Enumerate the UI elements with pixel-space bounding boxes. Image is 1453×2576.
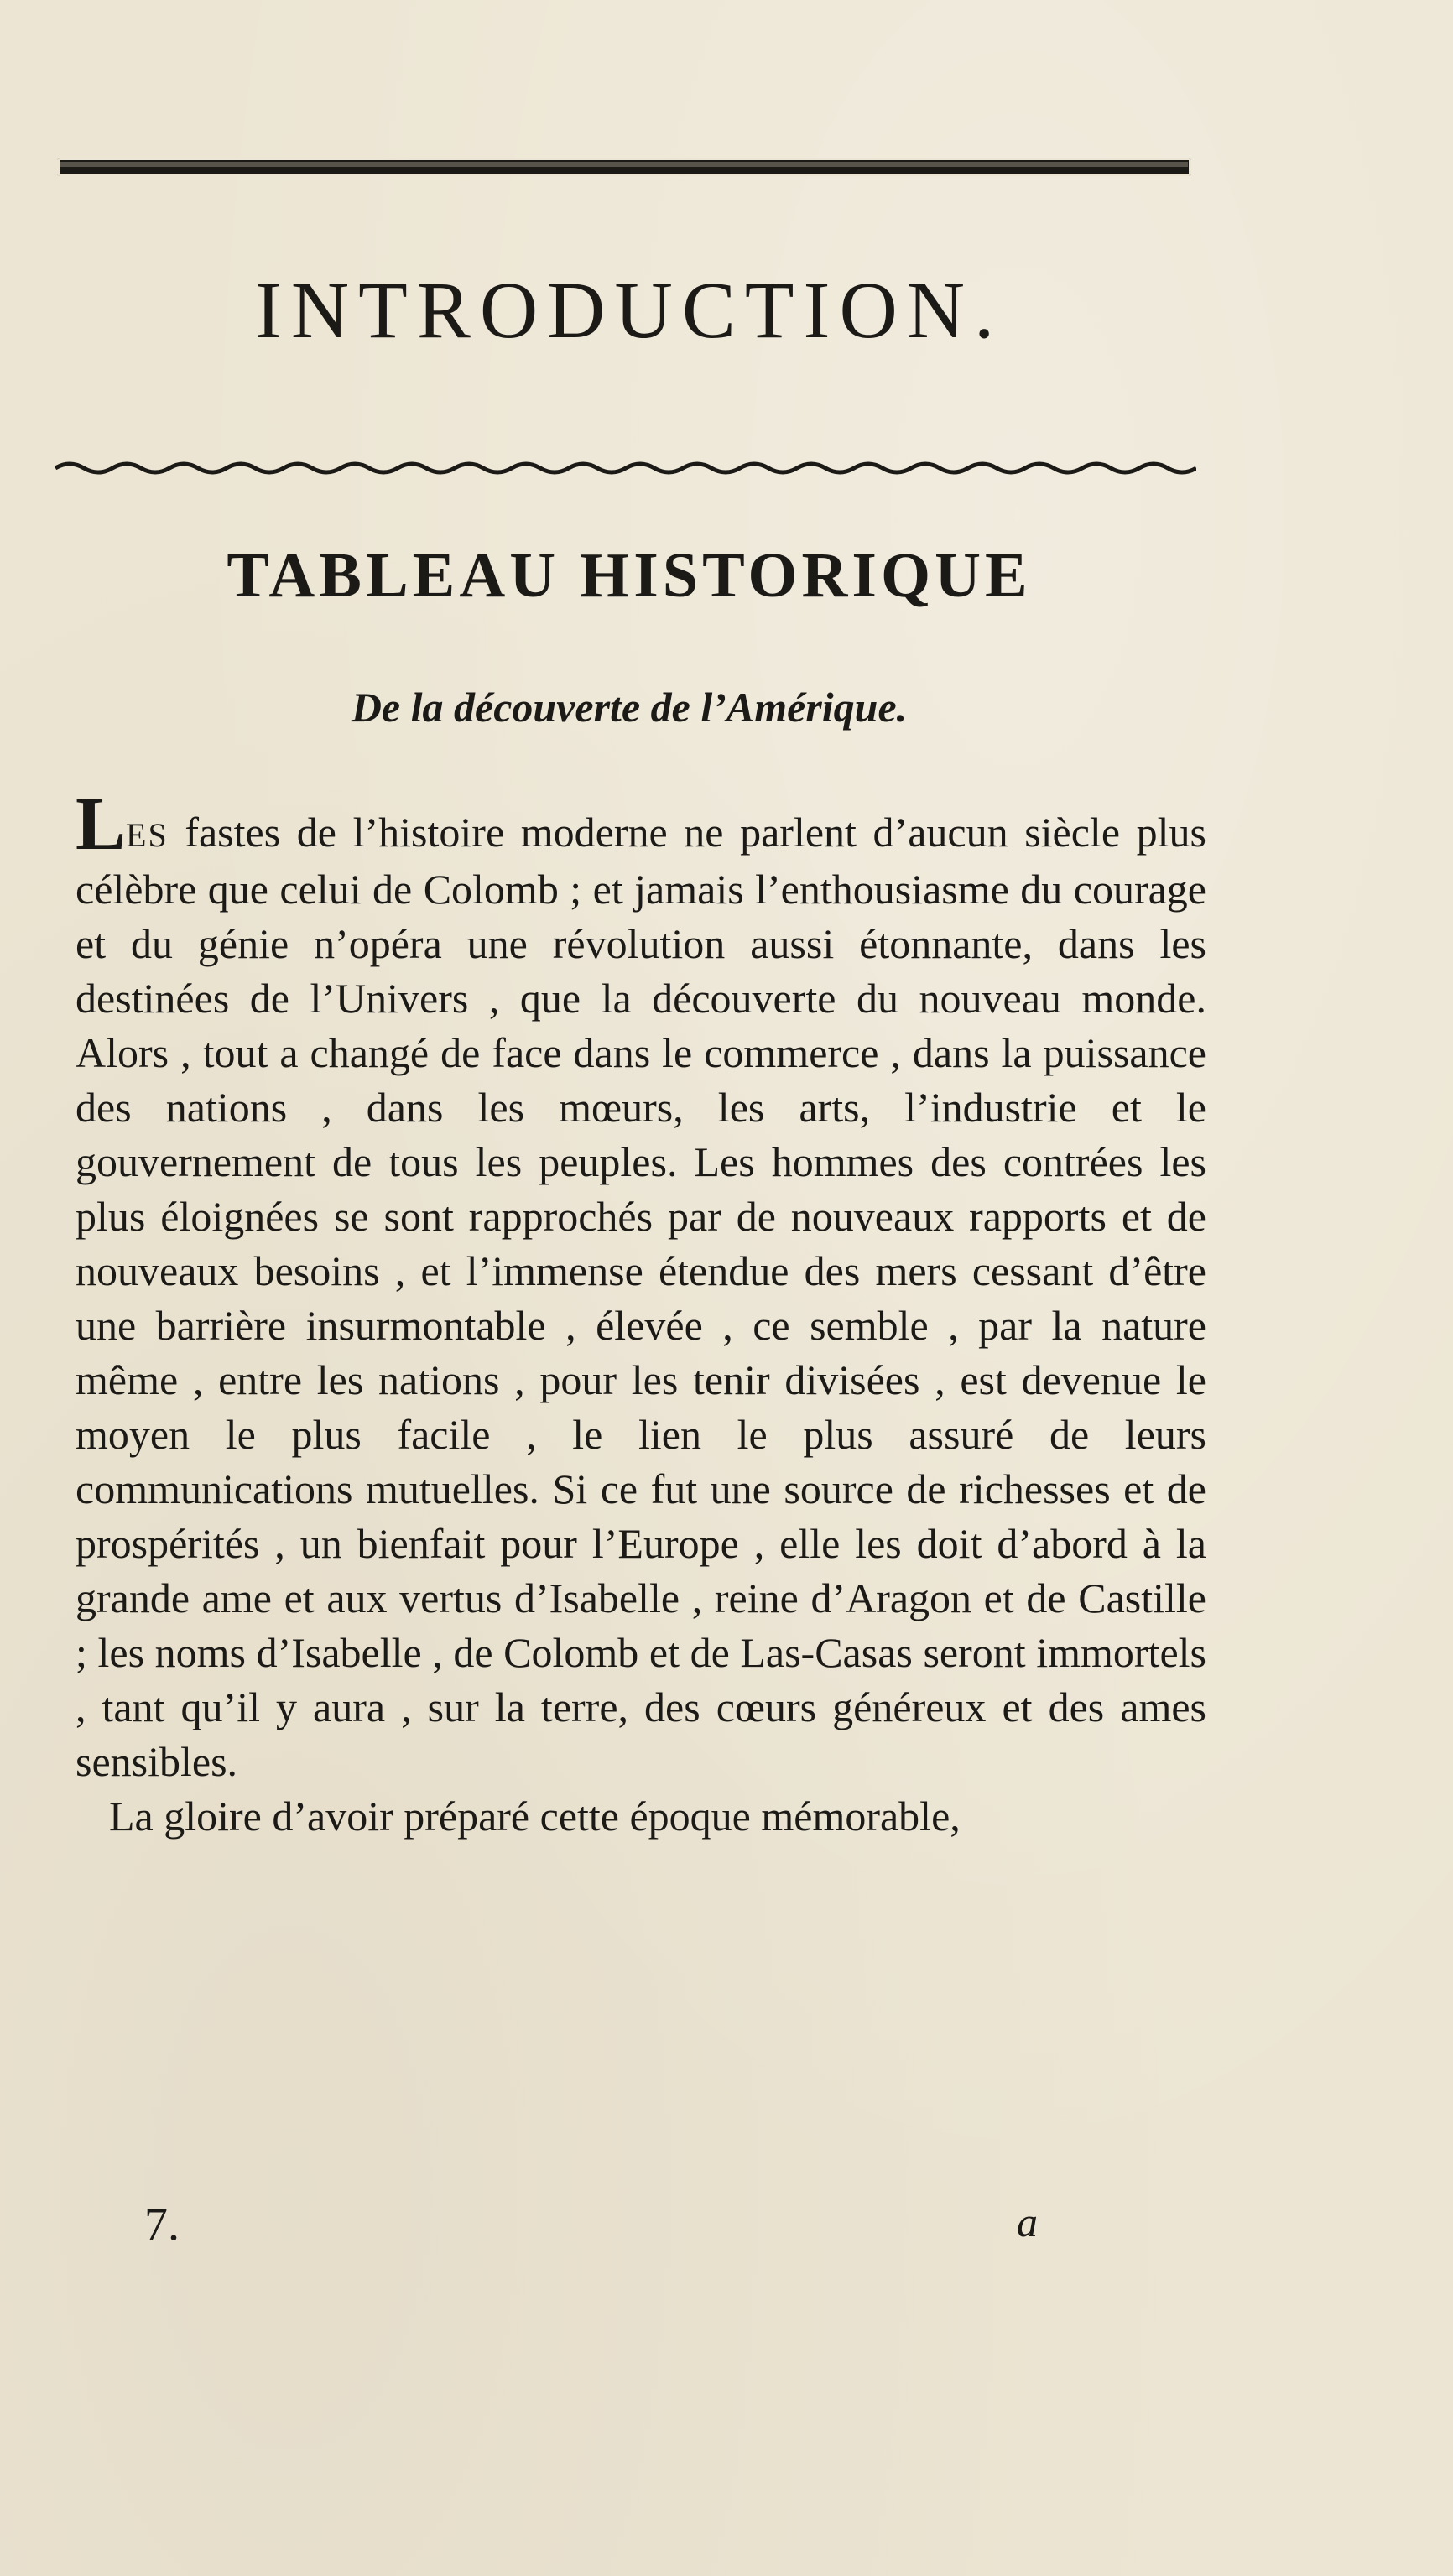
section-title: TABLEAU HISTORIQUE — [227, 540, 1032, 611]
section-subtitle: De la découverte de l’Amérique. — [351, 684, 908, 731]
paragraph-2: La gloire d’avoir préparé cette époque mémorable, — [109, 1793, 961, 1840]
signature-mark: 7. — [144, 2199, 180, 2251]
drop-letter: L — [76, 783, 127, 866]
page-heading: INTRODUCTION. — [254, 265, 1004, 355]
top-rule-inner — [60, 162, 1188, 167]
paragraph-1: fastes de l’histoire moderne ne parlent d’aucun siècle plus célèbre que celui de Colomb ; et jamais l’enthousiasme du courage et du génie n’opéra une révolution aussi étonnante, dans les destinées de l’Univers , que la découverte du nouveau monde. Alors , tout a changé de face dans le commerce , dans la puissance des nations , dans les mœurs, les arts, l’industrie et le gouvernement de tous les peuples. Les hommes des contrées les plus éloignées se sont rapprochés par de nouveaux rapports et de nouveaux besoins , et l’immense étendue des mers cessant d’être une barrière insurmontable , élevée , ce semble , par la nature même , entre les nations , pour les tenir divisées , est devenue le moyen le plus facile , le lien le plus assuré de leurs communications mutuelles. Si ce fut une source de richesses et de prospérités , un bienfait pour l’Europe , elle les doit d’abord à la grande ame et aux vertus d’Isabelle , reine d’Aragon et de Castille ; les noms d’Isabelle , de Colomb et de Las-Casas seront immortels , tant qu’il y aura , sur la terre, des cœurs généreux et des ames sensibles. — [76, 809, 1206, 1785]
ornamental-rule — [55, 456, 1196, 475]
top-rule — [57, 158, 1191, 176]
drop-letter-rest: ES — [126, 816, 169, 854]
catchword: a — [1017, 2199, 1038, 2246]
body-text — [76, 783, 1206, 1844]
